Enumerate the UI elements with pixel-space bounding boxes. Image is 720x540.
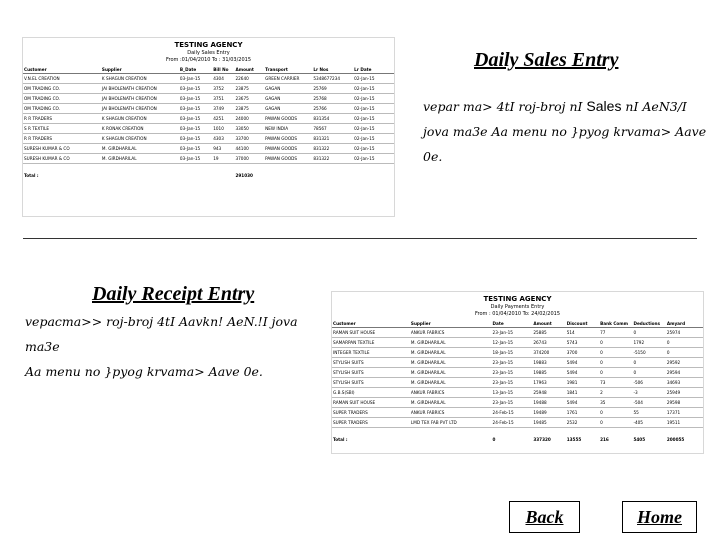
table-cell: -405 [632, 418, 665, 428]
total-row [23, 164, 394, 181]
table-cell: 0 [666, 348, 703, 358]
sales-description [423, 94, 713, 169]
sales-table-row [23, 114, 394, 124]
column-header: Customer [332, 321, 410, 328]
column-header: Supplier [101, 67, 179, 74]
sales-table-row [23, 134, 394, 144]
total-cell: Total : [24, 173, 39, 178]
table-cell: 02-Jan-15 [353, 84, 394, 94]
table-cell: 03-Jan-15 [179, 84, 212, 94]
table-cell: 02-Jan-15 [353, 144, 394, 154]
table-cell: -504 [632, 398, 665, 408]
table-cell: OM TRADING CO. [23, 104, 101, 114]
table-cell: 1981 [566, 378, 599, 388]
table-cell: 03-Jan-15 [179, 154, 212, 164]
table-cell: 29598 [666, 398, 703, 408]
table-cell: 0 [599, 348, 632, 358]
table-cell: 17371 [666, 408, 703, 418]
receipt-description-line-1: vepacma>> roj-broj 4tI Aavkn! AeN.!I jova ma3e [25, 314, 298, 354]
total-row [332, 428, 703, 445]
table-cell: 29592 [666, 358, 703, 368]
sales-table-row [23, 84, 394, 94]
table-cell: INTEGER TEXTILE [332, 348, 410, 358]
receipt-table-body [332, 328, 703, 445]
table-cell: PAWAN GOODS [264, 154, 312, 164]
table-cell: 02-Jan-15 [353, 154, 394, 164]
table-cell: OM TRADING CO. [23, 94, 101, 104]
table-cell: 0 [599, 408, 632, 418]
table-cell: GAGAN [264, 104, 312, 114]
table-cell: 02-Jan-15 [353, 104, 394, 114]
table-cell: 19488 [532, 398, 565, 408]
table-cell: JAI BHOLENATH CREATION [101, 84, 179, 94]
sales-table-row [23, 154, 394, 164]
column-header: B_Date [179, 67, 212, 74]
table-cell: 25949 [666, 388, 703, 398]
table-cell: 02-Jan-15 [353, 74, 394, 84]
total-cell: 216 [600, 437, 609, 442]
table-cell: -3 [632, 388, 665, 398]
table-cell: 0 [599, 358, 632, 368]
table-cell: 03-Jan-15 [179, 104, 212, 114]
table-cell: 78567 [312, 124, 353, 134]
total-cell: Total : [333, 437, 348, 442]
table-cell: 24-Feb-15 [492, 408, 533, 418]
sales-description-post: nI AeN3/I [621, 99, 687, 114]
table-cell: 5494 [566, 358, 599, 368]
table-cell: PAWAN GOODS [264, 134, 312, 144]
sales-table-row [23, 104, 394, 114]
table-cell: M. GIRDHARILAL [410, 378, 492, 388]
table-cell: 24-Feb-15 [492, 418, 533, 428]
table-cell: 943 [212, 144, 234, 154]
table-cell: 3751 [212, 94, 234, 104]
table-cell: 22640 [234, 74, 264, 84]
total-cell [101, 164, 179, 181]
table-cell: M. GIRDHARILAL [410, 348, 492, 358]
total-cell [179, 164, 212, 181]
table-cell: 25948 [532, 388, 565, 398]
sales-table-row [23, 124, 394, 134]
table-cell: S R TEXTILE [23, 124, 101, 134]
receipt-table-row [332, 358, 703, 368]
table-cell: 23-Jan-15 [492, 398, 533, 408]
table-cell: 0 [666, 338, 703, 348]
receipt-table-row [332, 348, 703, 358]
table-cell: 03-Jan-15 [179, 94, 212, 104]
table-cell: 23675 [234, 94, 264, 104]
table-cell: M. GIRDHARILAL [410, 368, 492, 378]
table-cell: 831354 [312, 114, 353, 124]
table-cell: 33050 [234, 124, 264, 134]
table-cell: 17963 [532, 378, 565, 388]
total-cell [410, 428, 492, 445]
table-cell: 03-Jan-15 [179, 124, 212, 134]
column-header: Lr Nos [312, 67, 353, 74]
table-cell: 34693 [666, 378, 703, 388]
receipt-sheet-company: TESTING AGENCY [483, 295, 552, 303]
table-cell: 514 [566, 328, 599, 338]
total-cell [353, 164, 394, 181]
table-cell: 4251 [212, 114, 234, 124]
table-cell: 23-Jan-15 [492, 378, 533, 388]
table-cell: 19511 [666, 418, 703, 428]
table-cell: -5150 [632, 348, 665, 358]
receipt-table-row [332, 418, 703, 428]
total-cell: 13555 [566, 437, 582, 442]
total-cell [312, 164, 353, 181]
table-cell: JAI BHOLENATH CREATION [101, 94, 179, 104]
table-cell: G.B.S(SBI) [332, 388, 410, 398]
table-cell: 02-Jan-15 [353, 134, 394, 144]
receipt-table [332, 321, 703, 444]
table-cell: K RONAK CREATION [101, 124, 179, 134]
column-header: Amyard [666, 321, 703, 328]
table-cell: 73 [599, 378, 632, 388]
table-cell: 02-Jan-15 [353, 114, 394, 124]
table-cell: STYLISH SUITS [332, 368, 410, 378]
total-cell [264, 164, 312, 181]
column-header: Deductions [632, 321, 665, 328]
table-cell: 0 [599, 338, 632, 348]
table-cell: ANKUR FABRICS [410, 388, 492, 398]
receipt-sheet-preview [331, 291, 704, 454]
table-cell: GAGAN [264, 84, 312, 94]
sales-heading: Daily Sales Entry [474, 49, 619, 71]
table-cell: OM TRADING CO. [23, 84, 101, 94]
table-cell: 19489 [532, 408, 565, 418]
table-cell: 25885 [532, 328, 565, 338]
table-cell: 0 [632, 368, 665, 378]
table-cell: K SHAGUN CREATION [101, 134, 179, 144]
sales-table [23, 67, 394, 180]
table-cell: 1792 [632, 338, 665, 348]
receipt-description-line-2: Aa menu no }pyog krvama> Aave 0e. [25, 364, 263, 379]
sales-description-line-1 [423, 94, 713, 119]
table-cell: 25768 [312, 94, 353, 104]
column-header: Bill No [212, 67, 234, 74]
table-cell: 0 [632, 328, 665, 338]
table-cell: 33700 [234, 134, 264, 144]
sales-description-pre: vepar ma> 4tI roj-broj nI [423, 99, 587, 114]
column-header: Discount [566, 321, 599, 328]
receipt-description [25, 309, 325, 384]
sales-table-row [23, 144, 394, 154]
table-cell: 831322 [312, 144, 353, 154]
table-cell: 2 [599, 388, 632, 398]
table-cell: V.N.EL CREATION [23, 74, 101, 84]
receipt-sheet-subtitle: Daily Payments Entry [490, 304, 545, 310]
table-cell: 1841 [566, 388, 599, 398]
receipt-table-row [332, 388, 703, 398]
table-cell: 26743 [532, 338, 565, 348]
table-cell: 1010 [212, 124, 234, 134]
receipt-table-row [332, 398, 703, 408]
table-cell: NEW INDIA [264, 124, 312, 134]
table-cell: 374200 [532, 348, 565, 358]
table-cell: JAI BHOLENATH CREATION [101, 104, 179, 114]
table-cell: M. GIRDHARILAL [410, 398, 492, 408]
table-cell: 23-Jan-15 [492, 328, 533, 338]
section-divider [23, 238, 697, 239]
table-cell: 4303 [212, 134, 234, 144]
table-cell: 4304 [212, 74, 234, 84]
table-cell: 03-Jan-15 [179, 134, 212, 144]
column-header: Bank Comm [599, 321, 632, 328]
table-cell: LMD TEX FAB PVT LTD [410, 418, 492, 428]
table-cell: ANKUR FABRICS [410, 328, 492, 338]
table-cell: 23875 [234, 84, 264, 94]
receipt-heading: Daily Receipt Entry [92, 283, 255, 305]
table-cell: 24000 [234, 114, 264, 124]
total-cell: 200055 [666, 437, 685, 442]
sales-table-body [23, 74, 394, 181]
table-cell: K SHAGUN CREATION [101, 74, 179, 84]
table-cell: 831321 [312, 134, 353, 144]
column-header: Supplier [410, 321, 492, 328]
column-header: Transport [264, 67, 312, 74]
sales-table-row [23, 94, 394, 104]
sales-description-line-3: 0e. [423, 149, 443, 164]
table-cell: 02-Jan-15 [353, 124, 394, 134]
table-cell: SAMARPAN TEXTILE [332, 338, 410, 348]
table-cell: 77 [599, 328, 632, 338]
sales-sheet-preview [22, 37, 395, 217]
table-cell: 0 [599, 418, 632, 428]
table-cell: 5494 [566, 368, 599, 378]
receipt-table-row [332, 328, 703, 338]
table-cell: 44100 [234, 144, 264, 154]
total-cell: 291030 [235, 173, 253, 178]
table-cell: 5494 [566, 398, 599, 408]
table-cell: 0 [632, 358, 665, 368]
table-cell: 35 [599, 398, 632, 408]
table-cell: PAWAN GOODS [264, 144, 312, 154]
table-cell: ANKUR FABRICS [410, 408, 492, 418]
table-cell: K SHAGUN CREATION [101, 114, 179, 124]
receipt-table-row [332, 378, 703, 388]
table-cell: 5743 [566, 338, 599, 348]
table-cell: GAGAN [264, 94, 312, 104]
table-cell: 25974 [666, 328, 703, 338]
receipt-table-row [332, 338, 703, 348]
column-header: Customer [23, 67, 101, 74]
table-cell: SURESH KUMAR & CO [23, 154, 101, 164]
table-cell: 02-Jan-15 [353, 94, 394, 104]
table-cell: M. GIRDHARILAL [410, 358, 492, 368]
total-cell: 0 [492, 437, 496, 442]
table-cell: SUPER TRADERS [332, 408, 410, 418]
total-cell [212, 164, 234, 181]
table-cell: SURESH KUMAR & CO [23, 144, 101, 154]
sales-sheet-range: From :01/04/2010 To : 31/03/2015 [165, 57, 251, 63]
table-cell: 25766 [312, 104, 353, 114]
column-header: Amount [234, 67, 264, 74]
sales-table-row [23, 74, 394, 84]
column-header: Amount [532, 321, 565, 328]
table-cell: STYLISH SUITS [332, 378, 410, 388]
home-button[interactable]: Home [622, 501, 697, 533]
table-cell: 2532 [566, 418, 599, 428]
table-cell: 03-Jan-15 [179, 74, 212, 84]
table-cell: 3700 [566, 348, 599, 358]
table-cell: 3749 [212, 104, 234, 114]
total-cell: 337320 [533, 437, 551, 442]
table-cell: M. GIRDHARILAL [410, 338, 492, 348]
sales-description-keyword: Sales [586, 98, 622, 114]
table-cell: STYLISH SUITS [332, 358, 410, 368]
table-cell: 55 [632, 408, 665, 418]
table-cell: 23-Jan-15 [492, 368, 533, 378]
table-cell: -506 [632, 378, 665, 388]
table-cell: M. GIRDHARILAL [101, 144, 179, 154]
sales-sheet-subtitle: Daily Sales Entry [187, 50, 230, 56]
table-cell: 19885 [532, 368, 565, 378]
table-cell: R R TRADERS [23, 134, 101, 144]
table-cell: 1761 [566, 408, 599, 418]
table-cell: 18-Jan-15 [492, 348, 533, 358]
table-cell: SUPER TRADERS [332, 418, 410, 428]
table-cell: 19883 [532, 358, 565, 368]
table-cell: 19 [212, 154, 234, 164]
table-cell: M. GIRDHARILAL [101, 154, 179, 164]
table-cell: 25769 [312, 84, 353, 94]
receipt-table-row [332, 408, 703, 418]
table-cell: 13-Jan-15 [492, 388, 533, 398]
table-cell: 03-Jan-15 [179, 144, 212, 154]
table-cell: RAMAN SUIT HOUSE [332, 328, 410, 338]
table-cell: 03-Jan-15 [179, 114, 212, 124]
table-cell: 23-Jan-15 [492, 358, 533, 368]
table-cell: 5348677234 [312, 74, 353, 84]
sales-description-line-2: jova ma3e Aa menu no }pyog krvama> Aave [423, 124, 707, 139]
table-cell: GREEN CARRIER [264, 74, 312, 84]
column-header: Date [492, 321, 533, 328]
receipt-table-row [332, 368, 703, 378]
table-cell: 0 [599, 368, 632, 378]
back-button[interactable]: Back [509, 501, 580, 533]
sales-sheet-company: TESTING AGENCY [174, 41, 243, 49]
table-cell: 29594 [666, 368, 703, 378]
total-cell: 5405 [633, 437, 646, 442]
table-cell: 831322 [312, 154, 353, 164]
table-cell: 23875 [234, 104, 264, 114]
table-cell: R R TRADERS [23, 114, 101, 124]
table-cell: 12-Jan-15 [492, 338, 533, 348]
table-cell: 37000 [234, 154, 264, 164]
receipt-sheet-range: From : 01/04/2010 To: 24/02/2015 [474, 311, 560, 317]
column-header: Lr Date [353, 67, 394, 74]
table-cell: PAWAN GOODS [264, 114, 312, 124]
table-cell: 19485 [532, 418, 565, 428]
table-cell: RAMAN SUIT HOUSE [332, 398, 410, 408]
table-cell: 3752 [212, 84, 234, 94]
